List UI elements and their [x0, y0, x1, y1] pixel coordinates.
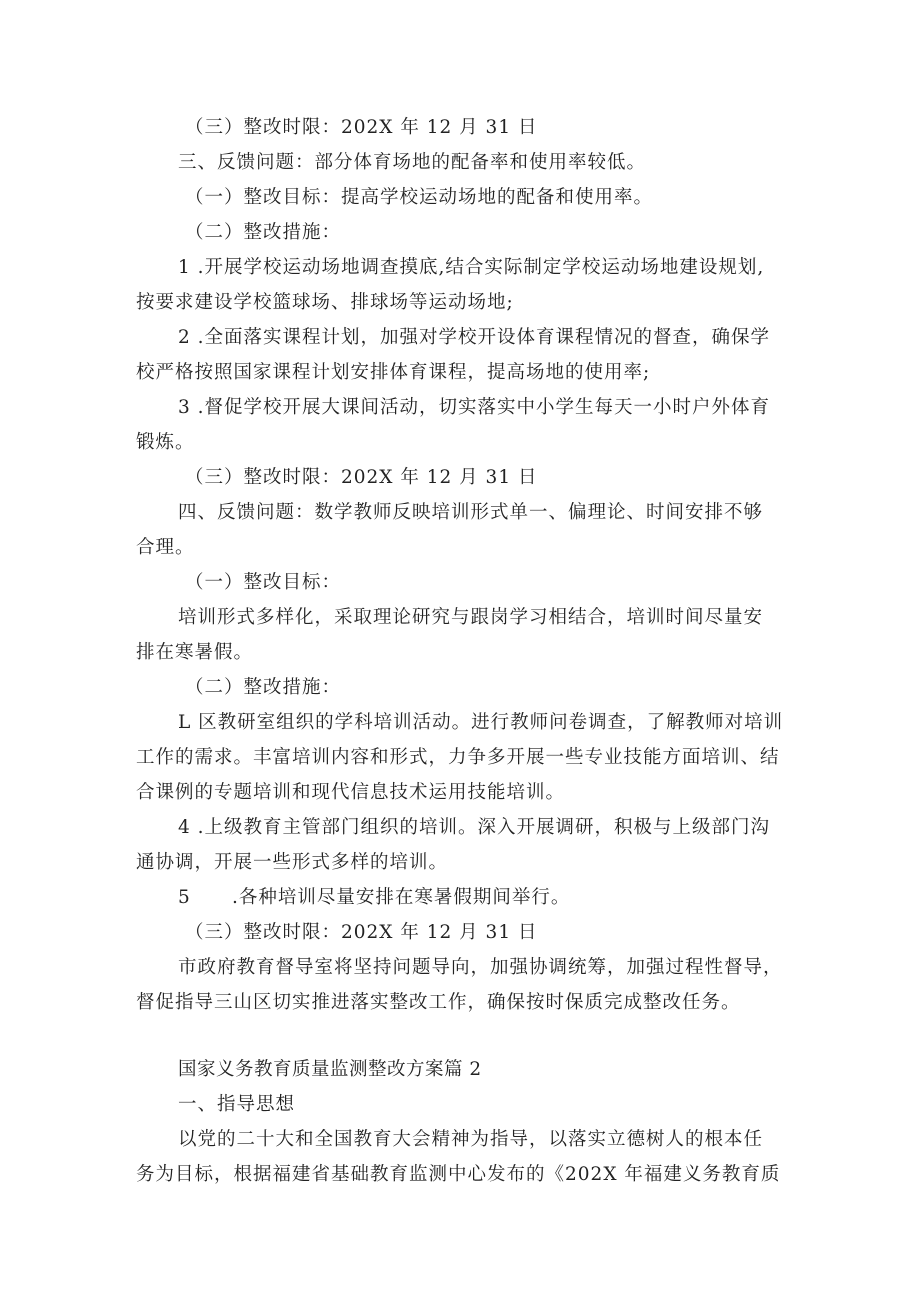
measure-item-2-cont: 校严格按照国家课程计划安排体育课程，提高场地的使用率; — [136, 362, 651, 383]
measure-l-district-cont-2: 合课例的专题培训和现代信息技术运用技能培训。 — [136, 782, 566, 803]
measure-l-district-cont-1: 工作的需求。丰富培训内容和形式，力争多开展一些专业技能方面培训、结 — [136, 747, 780, 768]
measure-l-district: L 区教研室组织的学科培训活动。进行教师问卷调查，了解教师对培训 — [178, 712, 784, 733]
goal-4-text-cont: 排在寒暑假。 — [136, 642, 254, 663]
measure-item-1: 1 .开展学校运动场地调查摸底,结合实际制定学校运动场地建设规划, — [178, 257, 765, 278]
rectification-deadline-3: （三）整改时限：202X 年 12 月 31 日 — [185, 117, 538, 138]
rectification-deadline-3b: （三）整改时限：202X 年 12 月 31 日 — [185, 467, 538, 488]
closing-paragraph-cont: 督促指导三山区切实推进落实整改工作，确保按时保质完成整改任务。 — [136, 992, 741, 1013]
closing-paragraph: 市政府教育督导室将坚持问题导向，加强协调统筹，加强过程性督导， — [178, 957, 783, 978]
rectification-measures-3: （二）整改措施： — [185, 222, 342, 243]
feedback-issue-4: 四、反馈问题：数学教师反映培训形式单一、偏理论、时间安排不够 — [178, 502, 764, 523]
measure-item-2: 2 .全面落实课程计划，加强对学校开设体育课程情况的督查，确保学 — [178, 327, 771, 348]
measure-item-4-cont: 通协调，开展一些形式多样的培训。 — [136, 852, 449, 873]
measure-item-1-cont: 按要求建设学校篮球场、排球场等运动场地; — [136, 292, 514, 313]
guiding-ideology-text: 以党的二十大和全国教育大会精神为指导，以落实立德树人的根本任 — [178, 1129, 764, 1150]
rectification-goal-3: （一）整改目标：提高学校运动场地的配备和使用率。 — [185, 187, 654, 208]
feedback-issue-3: 三、反馈问题：部分体育场地的配备率和使用率较低。 — [178, 152, 647, 173]
rectification-goal-4: （一）整改目标： — [185, 572, 342, 593]
measure-item-3: 3 .督促学校开展大课间活动，切实落实中小学生每天一小时户外体育 — [178, 397, 771, 418]
measure-item-5: 5 .各种培训尽量安排在寒暑假期间举行。 — [178, 887, 571, 908]
measure-item-4: 4 .上级教育主管部门组织的培训。深入开展调研，积极与上级部门沟 — [178, 817, 771, 838]
section-title-2: 国家义务教育质量监测整改方案篇 2 — [178, 1059, 482, 1080]
rectification-measures-4: （二）整改措施： — [185, 677, 342, 698]
guiding-ideology-text-cont: 务为目标，根据福建省基础教育监测中心发布的《202X 年福建义务教育质 — [136, 1164, 781, 1185]
feedback-issue-4-cont: 合理。 — [136, 537, 195, 558]
rectification-deadline-4: （三）整改时限：202X 年 12 月 31 日 — [185, 922, 538, 943]
guiding-ideology-heading: 一、指导思想 — [178, 1094, 296, 1115]
measure-item-3-cont: 锻炼。 — [136, 432, 195, 453]
goal-4-text: 培训形式多样化，采取理论研究与跟岗学习相结合，培训时间尽量安 — [178, 607, 764, 628]
